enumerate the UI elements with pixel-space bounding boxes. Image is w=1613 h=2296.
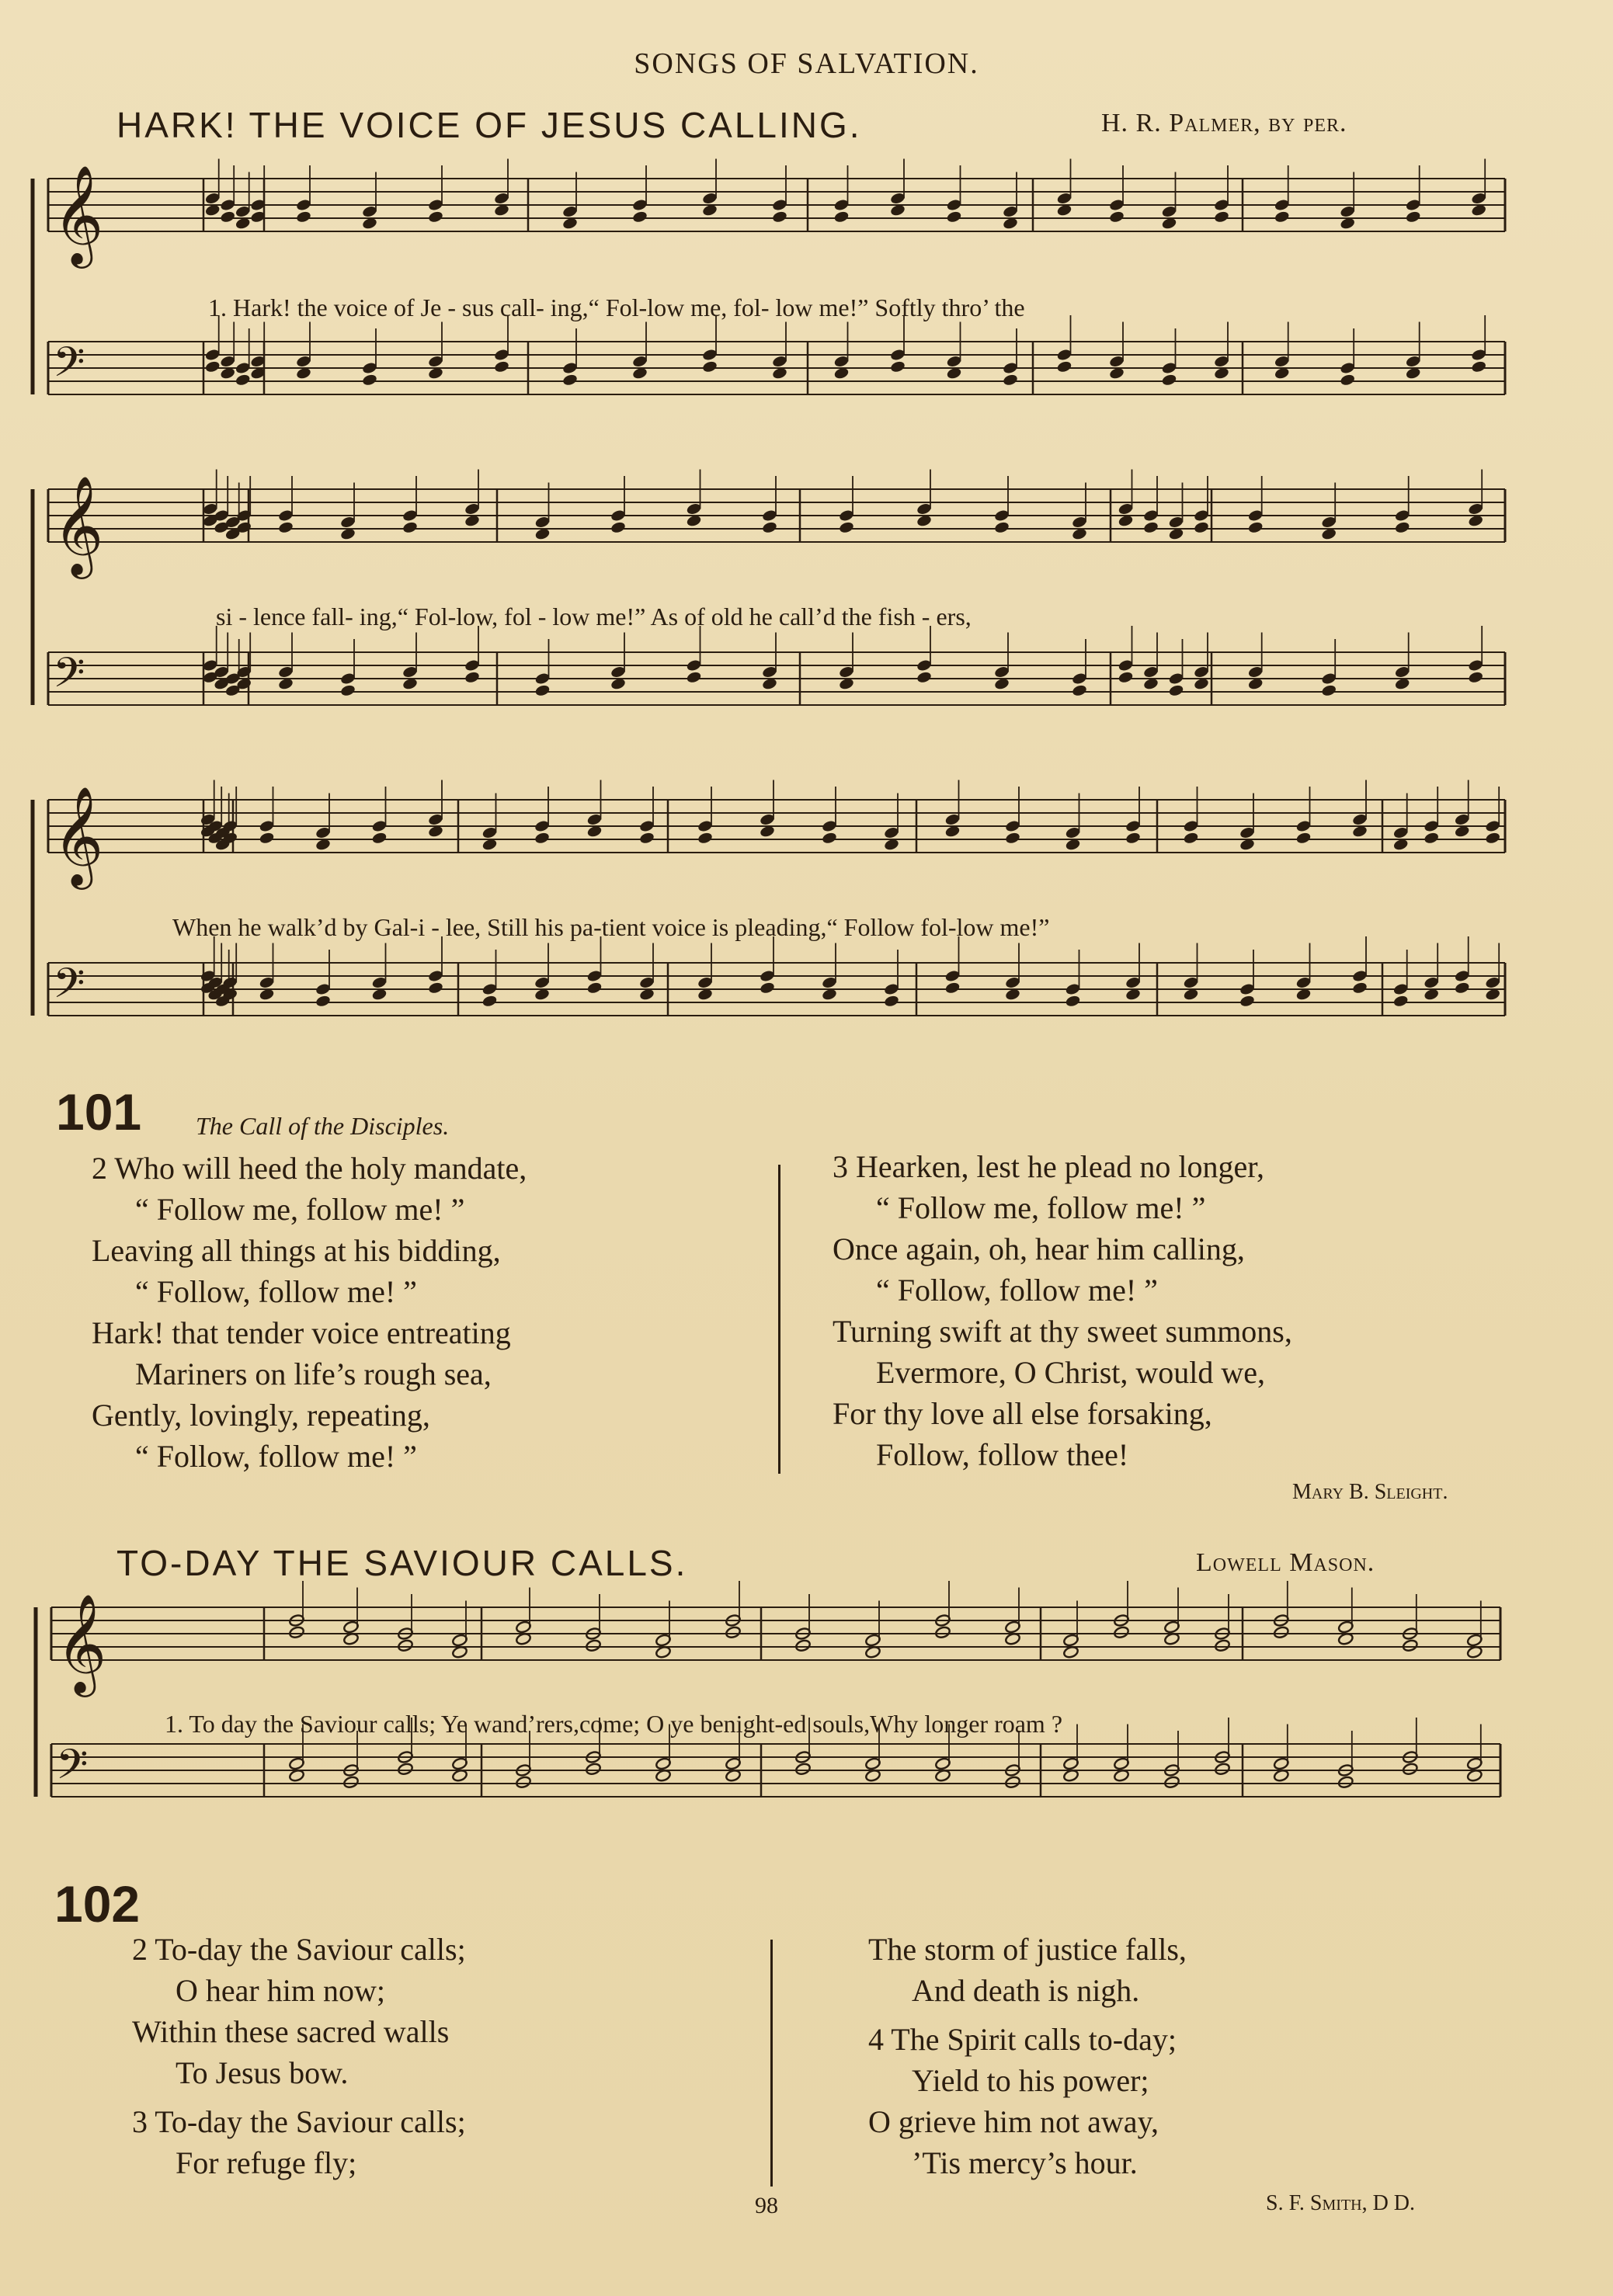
notehead [1113,1757,1129,1770]
verse-3-block [833,1146,1292,1475]
notehead [631,210,648,224]
notehead [1273,1757,1289,1770]
verse-line: The storm of justice falls, [868,1932,1187,1967]
hymn-number-102: 102 [54,1875,141,1933]
notehead [1466,1757,1483,1770]
notehead [864,1757,881,1770]
notehead [916,671,932,684]
notehead [1214,1763,1230,1776]
notehead [1274,210,1290,224]
notehead [427,981,443,995]
running-head: SONGS OF SALVATION. [634,47,979,80]
hymn-subtitle: The Call of the Disciples. [196,1112,450,1140]
music-glyph: 𝄞 [53,475,104,575]
notehead [1193,521,1209,534]
verse-102-col2 [868,1929,1187,2183]
notehead [493,360,509,373]
notehead [1239,995,1255,1008]
music-glyph: 𝄞 [53,165,104,265]
notehead [315,995,331,1008]
notehead [794,1639,811,1652]
notehead [1471,360,1487,373]
notehead [1004,1776,1020,1789]
notehead [934,1757,951,1770]
notehead [361,373,377,387]
notehead [1394,521,1410,534]
notehead [1468,671,1484,684]
verse-line: “ Follow, follow me! ” [135,1274,417,1309]
verse-line: Yield to his power; [912,2063,1149,2098]
music-glyph: 𝄢 [53,649,85,707]
notehead [1113,1626,1129,1639]
notehead [451,1634,468,1647]
notehead [1118,671,1134,684]
notehead [1183,832,1199,845]
lyric-line-1: 1. Hark! the voice of Je - sus call- ing,“ Fol-low me, fol- low me!” Softly thro’ the [208,294,1025,321]
notehead [701,360,718,373]
verse-line: Gently, lovingly, repeating, [92,1398,430,1433]
notehead [515,1776,531,1789]
lyric-line-2: si - lence fall- ing,“ Fol-low, fol - low me!” As of old he call’d the fish - ers, [216,603,972,630]
notehead [220,210,236,224]
notehead [288,1626,304,1639]
notehead [1002,373,1018,387]
notehead [838,521,854,534]
verse-line: O grieve him not away, [868,2104,1159,2139]
notehead [585,1639,601,1652]
verse-line: Mariners on life’s rough sea, [135,1356,492,1391]
column-divider [778,1165,780,1474]
notehead [259,832,275,845]
notehead [759,981,775,995]
notehead [1392,995,1409,1008]
notehead [993,521,1010,534]
notehead [586,981,603,995]
notehead [342,1620,359,1634]
music-glyph: 𝄢 [53,960,85,1018]
notehead [944,981,961,995]
verse-line: 3 To-day the Saviour calls; [132,2104,466,2139]
notehead [1321,684,1337,697]
notehead [1351,981,1368,995]
hymn-title-today: TO-DAY THE SAVIOUR CALLS. [116,1543,688,1583]
verse-line: Hark! that tender voice entreating [92,1315,511,1350]
notehead [1071,684,1087,697]
verse-line: Evermore, O Christ, would we, [876,1355,1266,1390]
notehead [1337,1620,1354,1634]
page-number: 98 [755,2193,778,2218]
notehead [655,1634,671,1647]
notehead [638,832,655,845]
notehead [1213,210,1229,224]
author-smith: S. F. Smith, D D. [1266,2191,1416,2215]
notehead [946,210,962,224]
notehead [1056,360,1072,373]
verse-line: Leaving all things at his bidding, [92,1233,501,1268]
verse-line: 2 Who will heed the holy mandate, [92,1151,527,1186]
author-sleight: Mary B. Sleight. [1292,1480,1448,1504]
notehead [1142,521,1159,534]
notehead [833,210,850,224]
notehead [1402,1639,1418,1652]
notehead [725,1757,741,1770]
notehead [451,1757,468,1770]
notehead [889,360,906,373]
notehead [235,373,251,387]
notehead [1273,1626,1289,1639]
music-glyph: 𝄞 [53,786,104,886]
verse-line: “ Follow, follow me! ” [135,1439,417,1474]
music-glyph: 𝄞 [56,1593,107,1693]
notehead [1340,373,1356,387]
notehead [342,1776,359,1789]
notehead [371,832,388,845]
notehead [534,832,550,845]
notehead [1062,1757,1079,1770]
notehead [771,210,787,224]
verse-line: To Jesus bow. [176,2055,349,2090]
verse-line: ’Tis mercy’s hour. [912,2145,1138,2180]
notehead [561,373,578,387]
notehead [1247,521,1264,534]
verse-line: Turning swift at thy sweet summons, [833,1314,1292,1349]
notehead [1337,1776,1354,1789]
notehead [397,1639,413,1652]
music-glyph: 𝄢 [53,339,85,397]
column-divider [770,1940,773,2187]
notehead [821,832,837,845]
notehead [864,1634,881,1647]
notehead [934,1626,951,1639]
notehead [697,832,713,845]
notehead [1295,832,1312,845]
notehead [585,1763,601,1776]
notehead [1108,210,1125,224]
hymn-number-101: 101 [56,1083,142,1141]
notehead [288,1757,304,1770]
notehead [204,360,221,373]
notehead [1163,1620,1180,1634]
verse-line: “ Follow me, follow me! ” [135,1192,465,1227]
notehead [1004,832,1020,845]
notehead [515,1620,531,1634]
notehead [794,1763,811,1776]
composer-palmer: H. R. Palmer, by per. [1101,109,1347,137]
notehead [1125,832,1141,845]
notehead [1004,1620,1020,1634]
verse-line: Within these sacred walls [132,2014,450,2049]
notehead [464,671,480,684]
verse-line: 4 The Spirit calls to-day; [868,2022,1177,2057]
lyric-line-3: When he walk’d by Gal-i - lee, Still his pa-tient voice is pleading,“ Follow fol-low me!” [172,913,1050,941]
notehead [1062,1634,1079,1647]
notehead [1424,832,1440,845]
verse-line: For thy love all else forsaking, [833,1396,1212,1431]
verse-line: Once again, oh, hear him calling, [833,1231,1245,1266]
notehead [1161,373,1177,387]
notehead [534,684,551,697]
notehead [1402,1763,1418,1776]
notehead [686,671,702,684]
verse-line: 2 To-day the Saviour calls; [132,1932,466,1967]
verse-line: “ Follow me, follow me! ” [876,1190,1206,1225]
notehead [1454,981,1470,995]
notehead [610,521,626,534]
notehead [1214,1639,1230,1652]
notehead [1065,995,1081,1008]
verse-102-col1 [132,1929,466,2183]
notehead [883,995,899,1008]
hymn-title-hark: HARK! THE VOICE OF JESUS CALLING. [116,105,862,145]
notehead [277,521,294,534]
notehead [1168,684,1184,697]
verse-line: 3 Hearken, lest he plead no longer, [833,1149,1264,1184]
notehead [761,521,777,534]
notehead [655,1757,671,1770]
notehead [1485,832,1501,845]
notehead [339,684,356,697]
verse-line: Follow, follow thee! [876,1437,1129,1472]
verse-line: O hear him now; [176,1973,385,2008]
verse-line: For refuge fly; [176,2145,357,2180]
music-glyph: 𝄢 [56,1741,89,1799]
notehead [1405,210,1421,224]
notehead [397,1763,413,1776]
notehead [725,1626,741,1639]
notehead [295,210,311,224]
verse-line: “ Follow, follow me! ” [876,1273,1158,1308]
verse-line: And death is nigh. [912,1973,1140,2008]
notehead [402,521,418,534]
composer-mason: Lowell Mason. [1196,1548,1375,1577]
notehead [1163,1776,1180,1789]
lyric-line-today: 1. To day the Saviour calls; Ye wand’rers,come; O ye benight-ed souls,Why longer roam ? [165,1710,1063,1738]
notehead [481,995,498,1008]
notehead [1466,1634,1483,1647]
verse-2-block [92,1148,527,1477]
notehead [427,210,443,224]
